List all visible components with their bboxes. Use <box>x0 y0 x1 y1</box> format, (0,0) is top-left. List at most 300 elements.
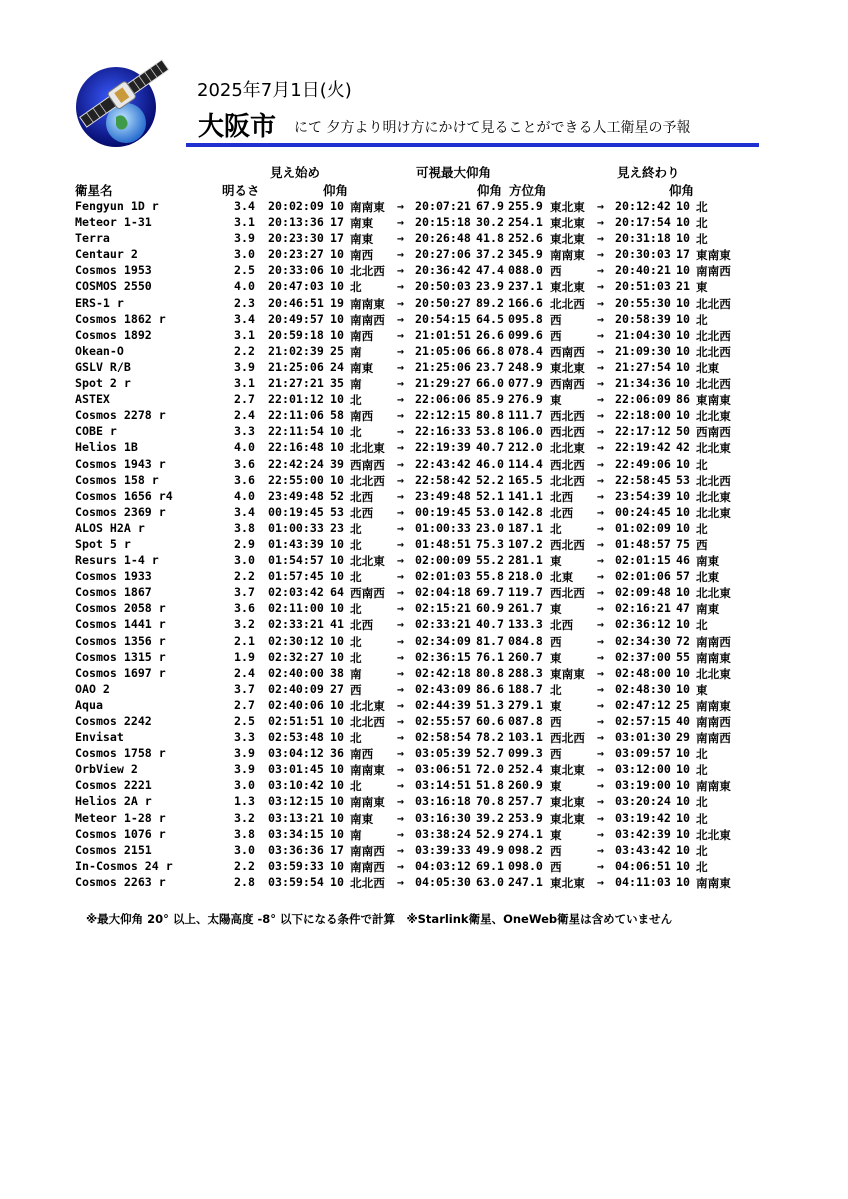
max-azimuth: 260.7 <box>508 649 543 664</box>
start-time: 02:03:42 <box>268 585 324 600</box>
max-time: 03:16:18 <box>415 794 471 809</box>
arrow: → <box>397 569 404 584</box>
max-direction: 西 <box>550 715 562 729</box>
max-azimuth: 077.9 <box>508 376 543 391</box>
end-elevation: 10 <box>676 826 690 841</box>
magnitude: 3.6 <box>234 601 255 616</box>
end-time: 02:47:12 <box>615 697 671 712</box>
arrow: → <box>397 359 404 374</box>
max-elevation: 37.2 <box>476 247 504 262</box>
max-time: 04:03:12 <box>415 858 471 873</box>
table-row <box>0 231 848 247</box>
arrow: → <box>397 520 404 535</box>
satellite-name: Cosmos 2151 <box>75 842 152 857</box>
satellite-name: OrbView 2 <box>75 762 138 777</box>
arrow: → <box>397 424 404 439</box>
max-azimuth: 188.7 <box>508 681 543 696</box>
satellite-name: GSLV R/B <box>75 359 131 374</box>
start-elevation: 10 <box>330 762 344 777</box>
arrow: → <box>397 440 404 455</box>
start-direction: 北 <box>350 280 362 295</box>
max-elevation: 49.9 <box>476 842 504 857</box>
header-azimuth: 方位角 <box>509 183 547 198</box>
end-time: 21:27:54 <box>615 359 671 374</box>
satellite-name: Spot 5 r <box>75 536 131 551</box>
max-azimuth: 111.7 <box>508 408 543 423</box>
start-direction: 南東 <box>350 232 374 247</box>
max-elevation: 80.8 <box>476 665 504 680</box>
max-elevation: 66.8 <box>476 343 504 358</box>
max-direction: 北 <box>550 521 562 536</box>
start-elevation: 10 <box>330 199 344 213</box>
satellite-name: Meteor 1-28 r <box>75 810 166 825</box>
max-direction: 東 <box>550 650 562 665</box>
satellite-name: Cosmos 1697 r <box>75 665 166 680</box>
end-elevation: 10 <box>676 327 690 342</box>
max-direction: 東 <box>550 554 562 569</box>
table-row <box>0 859 848 875</box>
end-time: 02:09:48 <box>615 585 671 600</box>
end-elevation: 10 <box>676 778 690 793</box>
end-time: 21:09:30 <box>615 343 671 358</box>
end-direction: 北 <box>696 763 708 778</box>
end-time: 03:19:42 <box>615 810 671 825</box>
start-direction: 北北西 <box>350 715 385 729</box>
arrow: → <box>397 649 404 664</box>
start-time: 01:43:39 <box>268 536 324 551</box>
max-azimuth: 218.0 <box>508 569 543 584</box>
start-elevation: 17 <box>330 215 344 230</box>
max-direction: 西 <box>550 859 562 874</box>
end-time: 01:48:57 <box>615 536 671 551</box>
max-azimuth: 253.9 <box>508 810 543 825</box>
arrow: → <box>597 263 604 278</box>
max-elevation: 39.2 <box>476 810 504 825</box>
satellite-name: ERS-1 r <box>75 295 124 310</box>
end-time: 04:06:51 <box>615 858 671 873</box>
max-time: 02:58:54 <box>415 730 471 745</box>
start-direction: 北西 <box>350 489 374 504</box>
start-elevation: 10 <box>330 553 344 568</box>
start-time: 03:10:42 <box>268 778 324 793</box>
table-row <box>0 521 848 537</box>
arrow: → <box>597 553 604 568</box>
max-elevation: 23.9 <box>476 279 504 294</box>
end-elevation: 25 <box>676 697 690 712</box>
max-azimuth: 099.3 <box>508 746 543 761</box>
arrow: → <box>397 826 404 841</box>
start-direction: 北北西 <box>350 473 385 488</box>
max-azimuth: 345.9 <box>508 247 543 262</box>
table-row <box>0 344 848 360</box>
max-direction: 東 <box>550 602 562 617</box>
start-time: 02:30:12 <box>268 633 324 648</box>
end-direction: 北 <box>696 200 708 214</box>
arrow: → <box>597 359 604 374</box>
max-direction: 南南東 <box>550 248 585 263</box>
max-elevation: 70.8 <box>476 794 504 809</box>
max-time: 21:29:27 <box>415 376 471 391</box>
table-row <box>0 827 848 843</box>
start-time: 02:53:48 <box>268 730 324 745</box>
max-time: 21:01:51 <box>415 327 471 342</box>
arrow: → <box>397 392 404 407</box>
end-time: 20:17:54 <box>615 215 671 230</box>
max-azimuth: 252.6 <box>508 231 543 246</box>
table-row <box>0 199 848 215</box>
arrow: → <box>597 311 604 326</box>
max-azimuth: 141.1 <box>508 488 543 503</box>
end-elevation: 55 <box>676 649 690 664</box>
end-time: 20:55:30 <box>615 295 671 310</box>
end-elevation: 17 <box>676 247 690 262</box>
max-azimuth: 106.0 <box>508 424 543 439</box>
max-time: 20:07:21 <box>415 199 471 213</box>
start-direction: 南 <box>350 827 362 842</box>
arrow: → <box>397 697 404 712</box>
max-azimuth: 107.2 <box>508 536 543 551</box>
forecast-date: 2025年7月1日(火) <box>197 80 352 101</box>
start-time: 21:25:06 <box>268 359 324 374</box>
magnitude: 3.6 <box>234 456 255 471</box>
table-row <box>0 569 848 585</box>
end-time: 00:24:45 <box>615 504 671 519</box>
end-direction: 北 <box>696 312 708 327</box>
max-elevation: 63.0 <box>476 874 504 889</box>
max-time: 22:43:42 <box>415 456 471 471</box>
magnitude: 2.5 <box>234 714 255 728</box>
title-rule <box>186 143 759 147</box>
max-direction: 北西 <box>550 505 574 520</box>
max-azimuth: 279.1 <box>508 697 543 712</box>
max-azimuth: 087.8 <box>508 714 543 728</box>
max-elevation: 41.8 <box>476 231 504 246</box>
max-direction: 北西 <box>550 618 574 633</box>
start-elevation: 10 <box>330 392 344 407</box>
magnitude: 3.6 <box>234 472 255 487</box>
magnitude: 3.0 <box>234 553 255 568</box>
start-elevation: 10 <box>330 810 344 825</box>
start-elevation: 17 <box>330 231 344 246</box>
satellite-name: Spot 2 r <box>75 376 131 391</box>
start-elevation: 10 <box>330 263 344 278</box>
satellite-name: Cosmos 2278 r <box>75 408 166 423</box>
max-elevation: 26.6 <box>476 327 504 342</box>
start-elevation: 10 <box>330 633 344 648</box>
max-time: 22:06:06 <box>415 392 471 407</box>
start-direction: 北 <box>350 602 362 617</box>
satellite-name: Helios 1B <box>75 440 138 455</box>
magnitude: 3.9 <box>234 359 255 374</box>
max-direction: 東北東 <box>550 795 585 810</box>
start-direction: 南南東 <box>350 763 385 778</box>
max-time: 02:33:21 <box>415 617 471 632</box>
satellite-name: COBE r <box>75 424 117 439</box>
end-elevation: 10 <box>676 520 690 535</box>
max-elevation: 55.8 <box>476 569 504 584</box>
end-time: 02:48:00 <box>615 665 671 680</box>
arrow: → <box>397 311 404 326</box>
start-direction: 南西 <box>350 409 374 424</box>
max-direction: 東北東 <box>550 875 585 890</box>
end-time: 02:34:30 <box>615 633 671 648</box>
satellite-name: Cosmos 158 r <box>75 472 159 487</box>
end-elevation: 10 <box>676 842 690 857</box>
max-elevation: 86.6 <box>476 681 504 696</box>
max-elevation: 46.0 <box>476 456 504 471</box>
arrow: → <box>397 263 404 278</box>
end-time: 21:34:36 <box>615 376 671 391</box>
end-direction: 東南東 <box>696 248 731 263</box>
max-time: 20:27:06 <box>415 247 471 262</box>
table-row <box>0 811 848 827</box>
max-azimuth: 257.7 <box>508 794 543 809</box>
end-time: 22:17:12 <box>615 424 671 439</box>
satellite-name: Resurs 1-4 r <box>75 553 159 568</box>
satellite-name: Cosmos 1867 <box>75 585 152 600</box>
table-row <box>0 762 848 778</box>
header-name: 衛星名 <box>75 183 113 198</box>
max-time: 03:06:51 <box>415 762 471 777</box>
header-elevation-max: 仰角 <box>477 183 503 198</box>
start-direction: 南 <box>350 666 362 681</box>
start-time: 03:04:12 <box>268 746 324 761</box>
end-time: 20:30:03 <box>615 247 671 262</box>
arrow: → <box>397 536 404 551</box>
table-row <box>0 424 848 440</box>
start-time: 20:47:03 <box>268 279 324 294</box>
max-direction: 東北東 <box>550 360 585 375</box>
table-row <box>0 408 848 424</box>
max-direction: 西 <box>550 312 562 327</box>
start-elevation: 10 <box>330 730 344 745</box>
start-direction: 南西 <box>350 248 374 263</box>
magnitude: 3.2 <box>234 810 255 825</box>
max-elevation: 80.8 <box>476 408 504 423</box>
start-direction: 南西 <box>350 328 374 343</box>
start-elevation: 23 <box>330 520 344 535</box>
satellite-name: Meteor 1-31 <box>75 215 152 230</box>
arrow: → <box>397 199 404 213</box>
end-time: 02:01:06 <box>615 569 671 584</box>
start-time: 22:42:24 <box>268 456 324 471</box>
max-azimuth: 281.1 <box>508 553 543 568</box>
end-elevation: 10 <box>676 504 690 519</box>
arrow: → <box>597 730 604 745</box>
start-time: 02:40:09 <box>268 681 324 696</box>
max-elevation: 52.9 <box>476 826 504 841</box>
magnitude: 3.0 <box>234 778 255 793</box>
end-time: 20:58:39 <box>615 311 671 326</box>
magnitude: 3.7 <box>234 681 255 696</box>
start-direction: 北 <box>350 634 362 649</box>
end-time: 22:06:09 <box>615 392 671 407</box>
end-direction: 北 <box>696 216 708 231</box>
start-time: 01:54:57 <box>268 553 324 568</box>
max-azimuth: 255.9 <box>508 199 543 213</box>
header-magnitude: 明るさ <box>222 183 260 198</box>
arrow: → <box>397 778 404 793</box>
max-direction: 西北西 <box>550 457 585 472</box>
end-time: 03:12:00 <box>615 762 671 777</box>
max-time: 20:50:03 <box>415 279 471 294</box>
satellite-earth-icon <box>74 55 184 155</box>
satellite-name: Cosmos 1076 r <box>75 826 166 841</box>
start-direction: 北北西 <box>350 264 385 279</box>
arrow: → <box>397 472 404 487</box>
end-time: 02:01:15 <box>615 553 671 568</box>
table-row <box>0 473 848 489</box>
start-direction: 南南西 <box>350 859 385 874</box>
start-time: 20:59:18 <box>268 327 324 342</box>
header-elevation-start: 仰角 <box>323 183 349 198</box>
start-elevation: 35 <box>330 376 344 391</box>
end-direction: 北 <box>696 457 708 472</box>
magnitude: 2.9 <box>234 536 255 551</box>
satellite-name: In-Cosmos 24 r <box>75 858 173 873</box>
max-elevation: 52.7 <box>476 746 504 761</box>
satellite-name: Cosmos 1758 r <box>75 746 166 761</box>
table-row <box>0 312 848 328</box>
magnitude: 2.7 <box>234 697 255 712</box>
arrow: → <box>597 617 604 632</box>
table-row <box>0 794 848 810</box>
arrow: → <box>397 633 404 648</box>
end-elevation: 75 <box>676 536 690 551</box>
start-elevation: 10 <box>330 858 344 873</box>
table-row <box>0 714 848 730</box>
arrow: → <box>597 714 604 728</box>
start-time: 03:59:33 <box>268 858 324 873</box>
magnitude: 2.4 <box>234 408 255 423</box>
max-azimuth: 078.4 <box>508 343 543 358</box>
max-direction: 東南東 <box>550 666 585 681</box>
end-elevation: 10 <box>676 263 690 278</box>
start-time: 03:13:21 <box>268 810 324 825</box>
end-direction: 北東 <box>696 570 720 585</box>
end-direction: 北北東 <box>696 827 731 842</box>
start-elevation: 10 <box>330 649 344 664</box>
magnitude: 2.3 <box>234 295 255 310</box>
end-time: 02:48:30 <box>615 681 671 696</box>
max-direction: 北西 <box>550 489 574 504</box>
max-azimuth: 084.8 <box>508 633 543 648</box>
arrow: → <box>597 585 604 600</box>
max-azimuth: 254.1 <box>508 215 543 230</box>
max-elevation: 51.8 <box>476 778 504 793</box>
max-azimuth: 212.0 <box>508 440 543 455</box>
satellite-table <box>0 199 848 891</box>
max-azimuth: 165.5 <box>508 472 543 487</box>
start-elevation: 10 <box>330 536 344 551</box>
arrow: → <box>597 504 604 519</box>
max-time: 02:43:09 <box>415 681 471 696</box>
max-direction: 西南西 <box>550 344 585 359</box>
end-direction: 北 <box>696 618 708 633</box>
end-direction: 北北西 <box>696 344 731 359</box>
end-elevation: 42 <box>676 440 690 455</box>
arrow: → <box>597 424 604 439</box>
table-row <box>0 698 848 714</box>
table-row <box>0 392 848 408</box>
start-time: 22:01:12 <box>268 392 324 407</box>
start-direction: 北 <box>350 425 362 440</box>
max-elevation: 23.0 <box>476 520 504 535</box>
arrow: → <box>397 746 404 761</box>
start-elevation: 10 <box>330 440 344 455</box>
header-elevation-end: 仰角 <box>669 183 695 198</box>
max-time: 20:50:27 <box>415 295 471 310</box>
satellite-name: Fengyun 1D r <box>75 199 159 213</box>
city-name: 大阪市 <box>198 112 277 142</box>
end-time: 20:51:03 <box>615 279 671 294</box>
end-time: 03:09:57 <box>615 746 671 761</box>
max-elevation: 40.7 <box>476 617 504 632</box>
end-elevation: 47 <box>676 601 690 616</box>
end-time: 22:58:45 <box>615 472 671 487</box>
magnitude: 3.3 <box>234 424 255 439</box>
end-direction: 北東 <box>696 360 720 375</box>
table-row <box>0 650 848 666</box>
start-direction: 南 <box>350 344 362 359</box>
magnitude: 3.4 <box>234 311 255 326</box>
start-time: 02:40:06 <box>268 697 324 712</box>
start-time: 02:11:00 <box>268 601 324 616</box>
max-elevation: 30.2 <box>476 215 504 230</box>
max-time: 20:54:15 <box>415 311 471 326</box>
end-direction: 北 <box>696 747 708 762</box>
end-elevation: 57 <box>676 569 690 584</box>
table-row <box>0 360 848 376</box>
magnitude: 3.1 <box>234 215 255 230</box>
start-direction: 北北西 <box>350 875 385 890</box>
arrow: → <box>397 215 404 230</box>
start-elevation: 24 <box>330 359 344 374</box>
max-elevation: 53.8 <box>476 424 504 439</box>
start-elevation: 10 <box>330 472 344 487</box>
satellite-name: OAO 2 <box>75 681 110 696</box>
magnitude: 2.2 <box>234 569 255 584</box>
magnitude: 3.0 <box>234 247 255 262</box>
max-time: 20:15:18 <box>415 215 471 230</box>
start-time: 20:13:36 <box>268 215 324 230</box>
max-azimuth: 098.2 <box>508 842 543 857</box>
magnitude: 2.8 <box>234 874 255 889</box>
start-time: 01:57:45 <box>268 569 324 584</box>
magnitude: 1.9 <box>234 649 255 664</box>
start-time: 20:23:27 <box>268 247 324 262</box>
max-time: 21:05:06 <box>415 343 471 358</box>
magnitude: 3.0 <box>234 842 255 857</box>
end-direction: 北北東 <box>696 409 731 424</box>
table-row <box>0 247 848 263</box>
end-direction: 南南東 <box>696 650 731 665</box>
end-time: 04:11:03 <box>615 874 671 889</box>
arrow: → <box>597 536 604 551</box>
start-elevation: 10 <box>330 279 344 294</box>
end-direction: 北 <box>696 521 708 536</box>
start-elevation: 64 <box>330 585 344 600</box>
end-direction: 北 <box>696 859 708 874</box>
max-elevation: 23.7 <box>476 359 504 374</box>
start-elevation: 10 <box>330 601 344 616</box>
header-max: 可視最大仰角 <box>416 165 492 180</box>
end-elevation: 10 <box>676 762 690 777</box>
satellite-name: Cosmos 2263 r <box>75 874 166 889</box>
end-elevation: 21 <box>676 279 690 294</box>
max-elevation: 40.7 <box>476 440 504 455</box>
end-time: 22:49:06 <box>615 456 671 471</box>
